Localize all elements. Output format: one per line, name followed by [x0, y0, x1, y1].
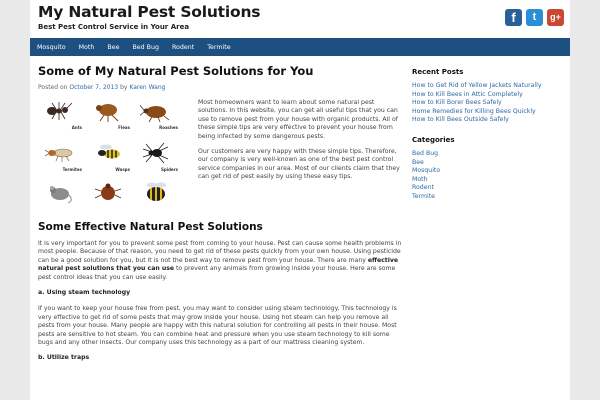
post-date-link[interactable]: October 7, 2013: [69, 84, 119, 91]
nav-item-mosquito[interactable]: Mosquito: [37, 43, 66, 51]
intro-paragraph-2: Our customers are very happy with these simple tips. Therefore, our company is very well-known as one of the best pest control service companies in our area. Most of our clients claim that they can get rid of pest easily by using these easy tips.: [198, 148, 400, 181]
pests-image: [38, 99, 188, 219]
pest-ant: [38, 99, 82, 137]
pest-spider: [134, 141, 178, 179]
googleplus-icon[interactable]: g+: [547, 9, 564, 26]
recent-post-link[interactable]: How to Kill Bees Outside Safely: [412, 116, 509, 124]
pest-flea: [86, 99, 130, 137]
nav-item-moth[interactable]: Moth: [78, 43, 95, 51]
site-title[interactable]: My Natural Pest Solutions: [38, 3, 261, 21]
pest-label-roaches: Roaches: [159, 125, 178, 130]
category-link-termite[interactable]: Termite: [412, 192, 435, 200]
meta-prefix: Posted on: [38, 84, 70, 91]
post-author-link[interactable]: Karen Wang: [129, 84, 166, 91]
post-intro: [198, 99, 403, 189]
main-nav: [30, 38, 570, 56]
intro-paragraph-1: Most homeowners want to learn about some natural pest solutions. In this website, you can get all useful tips that you can use to remove pest from your house with organic products. All of these simple tips are very effective to prevent your house from being infected by some dangerous pests.: [198, 99, 398, 140]
body-p1-bold: effective natural pest solutions that you can use: [38, 256, 398, 273]
pest-bug: [86, 181, 130, 219]
site-description: Best Pest Control Service in Your Area: [38, 23, 190, 31]
pest-label-ants: Ants: [71, 125, 82, 130]
pest-label-fleas: Fleas: [118, 125, 130, 130]
nav-item-bee[interactable]: Bee: [107, 43, 120, 51]
category-link-moth[interactable]: Moth: [412, 175, 428, 183]
nav-item-bed-bug[interactable]: Bed Bug: [132, 43, 159, 51]
pest-termite: [38, 141, 82, 179]
content-area: [30, 56, 570, 400]
roach-icon: [140, 99, 172, 123]
flea-icon: [92, 99, 124, 123]
category-link-bed-bug[interactable]: Bed Bug: [412, 149, 439, 157]
post-title[interactable]: Some of My Natural Pest Solutions for You: [38, 64, 314, 78]
recent-post-link[interactable]: How to Kill Borer Bees Safely: [412, 99, 502, 107]
sidebar: [412, 68, 567, 213]
post-body: [38, 240, 403, 371]
recent-post-link[interactable]: How to Kill Bees in Attic Completely: [412, 90, 523, 98]
recent-posts-title: Recent Posts: [412, 68, 464, 76]
categories-widget: [412, 136, 567, 202]
subheading-traps: b. Utilize traps: [38, 354, 90, 362]
bee-icon: [140, 181, 172, 205]
spider-icon: [140, 141, 172, 165]
pest-label-wasps: Wasps: [115, 167, 130, 172]
body-p1-text-b: to prevent any animals from growing inside your house. Here are some pest control ideas that you can use easily.: [38, 265, 396, 281]
category-link-rodent[interactable]: Rodent: [412, 184, 434, 192]
pest-rat: [38, 181, 82, 219]
site-header: [30, 0, 570, 40]
ant-icon: [44, 99, 76, 123]
body-paragraph-1: [38, 240, 403, 282]
wasp-icon: [92, 141, 124, 165]
pest-label-termites: Termites: [62, 167, 82, 172]
pest-bee: [134, 181, 178, 219]
body-paragraph-2: If you want to keep your house free from pest, you may want to consider using steam technology. This technology is very effective to get rid of some pests that may grow inside your house. Using hot steam can help you remove all pests from your house. Many people are happy with this natural solution for controlling all pests in their house. Most pests are sensitive to hot steam. You can combine heat and pressure when you use steam technology to kill some bugs and any other insects. Our company uses this technology as a part of our mattress cleaning system.: [38, 305, 397, 347]
termite-icon: [44, 141, 76, 165]
category-link-mosquito[interactable]: Mosquito: [412, 167, 441, 175]
facebook-icon[interactable]: f: [505, 9, 522, 26]
nav-item-termite[interactable]: Termite: [207, 43, 231, 51]
pest-roach: [134, 99, 178, 137]
category-link-bee[interactable]: Bee: [412, 158, 424, 166]
twitter-icon[interactable]: t: [526, 9, 543, 26]
nav-item-rodent[interactable]: Rodent: [171, 43, 195, 51]
body-p1-text-a: It is very important for you to prevent some pest from coming to your house. Pest can cause some health problems in most people. Because of that reason, you need to get rid of these pests quickly from your own house. Using pesticide can be a good solution for you, but it is not the best way to remove pest from your house. There are many: [38, 240, 402, 264]
subheading-steam: a. Using steam technology: [38, 289, 131, 297]
bug-icon: [92, 181, 124, 205]
meta-by: by: [118, 84, 130, 91]
recent-post-link[interactable]: How to Get Rid of Yellow Jackets Naturally: [412, 82, 542, 89]
section-heading: Some Effective Natural Pest Solutions: [38, 221, 263, 233]
categories-title: Categories: [412, 135, 455, 144]
pest-label-spiders: Spiders: [160, 167, 178, 172]
pest-wasp: [86, 141, 130, 179]
rat-icon: [44, 181, 76, 205]
recent-post-link[interactable]: Home Remedies for Killing Bees Quickly: [412, 107, 536, 115]
post-meta: [38, 84, 165, 91]
recent-posts-widget: [412, 68, 567, 125]
